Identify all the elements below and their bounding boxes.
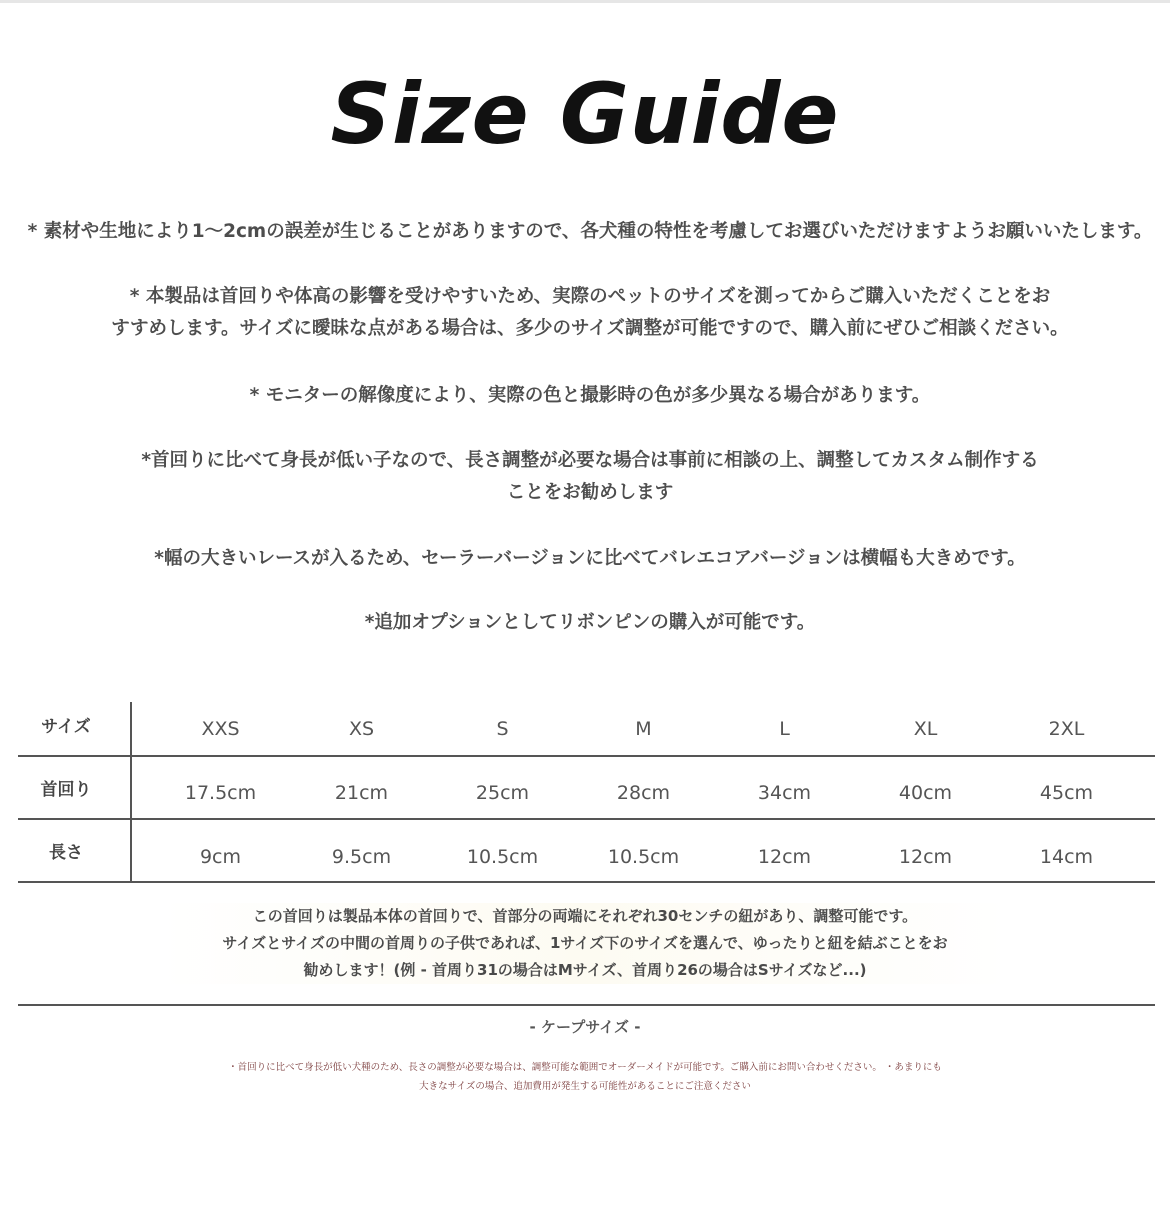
- length-xxs: 9cm: [199, 846, 242, 868]
- size-s: S: [496, 718, 509, 740]
- footer-note-line3: 勧めします！(例 - 首周り31の場合はMサイズ、首周り26の場合はSサイズなど...): [160, 957, 1010, 984]
- note-length-adjust-line2: ことをお勧めします: [506, 482, 674, 503]
- row-label-length: 長さ: [49, 843, 83, 863]
- length-l: 12cm: [757, 846, 812, 868]
- page-title: Size Guide: [330, 65, 840, 163]
- top-border: [0, 0, 1170, 3]
- note-lace-width: *幅の大きいレースが入るため、セーラーバージョンに比べてバレエコアバージョンは横幅も大きめです。: [154, 548, 1026, 569]
- size-l: L: [779, 718, 790, 740]
- table-row-length: [18, 820, 1155, 882]
- size-2xl: 2XL: [1048, 718, 1085, 740]
- size-xs: XS: [348, 718, 375, 740]
- table-row-neck: [18, 757, 1155, 819]
- note-measure-line2: すすめします。サイズに曖昧な点がある場合は、多少のサイズ調整が可能ですので、購入前にぜひご相談ください。: [111, 318, 1069, 339]
- section-divider: [18, 1004, 1155, 1006]
- footer-note-line1: この首回りは製品本体の首回りで、首部分の両端にそれぞれ30センチの紐があり、調整可能です。: [160, 903, 1010, 930]
- neck-xs: 21cm: [334, 782, 389, 804]
- length-m: 10.5cm: [607, 846, 680, 868]
- table-header-row: [18, 700, 1155, 762]
- length-2xl: 14cm: [1039, 846, 1094, 868]
- neck-xl: 40cm: [898, 782, 953, 804]
- length-xs: 9.5cm: [331, 846, 392, 868]
- footer-note-line2: サイズとサイズの中間の首周りの子供であれば、1サイズ下のサイズを選んで、ゆったりと紐を結ぶことをお: [160, 930, 1010, 957]
- neck-s: 25cm: [475, 782, 530, 804]
- neck-2xl: 45cm: [1039, 782, 1094, 804]
- note-monitor-color: * モニターの解像度により、実際の色と撮影時の色が多少異なる場合があります。: [249, 385, 931, 406]
- row-label-neck: 首回り: [40, 780, 92, 800]
- note-material-tolerance: * 素材や生地により1〜2cmの誤差が生じることがありますので、各犬種の特性を考慮してお選びいただけますようお願いいたします。: [27, 221, 1153, 242]
- header-label-size: サイズ: [41, 717, 91, 737]
- note-length-adjust-line1: *首回りに比べて身長が低い子なので、長さ調整が必要な場合は事前に相談の上、調整してカスタム制作する: [141, 450, 1039, 471]
- size-xl: XL: [913, 718, 938, 740]
- neck-l: 34cm: [757, 782, 812, 804]
- size-xxs: XXS: [201, 718, 240, 740]
- note-measure-line1: * 本製品は首回りや体高の影響を受けやすいため、実際のペットのサイズを測ってからご購入いただくことをお: [129, 286, 1051, 307]
- length-xl: 12cm: [898, 846, 953, 868]
- size-table: [18, 700, 1155, 884]
- cape-note-line1: ・首回りに比べて身長が低い犬種のため、長さの調整が必要な場合は、調整可能な範囲でオーダーメイドが可能です。ご購入前にお問い合わせください。 ・あまりにも: [228, 1062, 942, 1073]
- neck-xxs: 17.5cm: [184, 782, 257, 804]
- cape-size-title: - ケープサイズ -: [529, 1018, 641, 1036]
- note-ribbon-pin: *追加オプションとしてリボンピンの購入が可能です。: [364, 612, 816, 633]
- size-m: M: [635, 718, 652, 740]
- cape-note-line2: 大きなサイズの場合、追加費用が発生する可能性があることにご注意ください: [419, 1081, 751, 1092]
- neck-m: 28cm: [616, 782, 671, 804]
- table-bottom-border: [18, 881, 1155, 883]
- length-s: 10.5cm: [466, 846, 539, 868]
